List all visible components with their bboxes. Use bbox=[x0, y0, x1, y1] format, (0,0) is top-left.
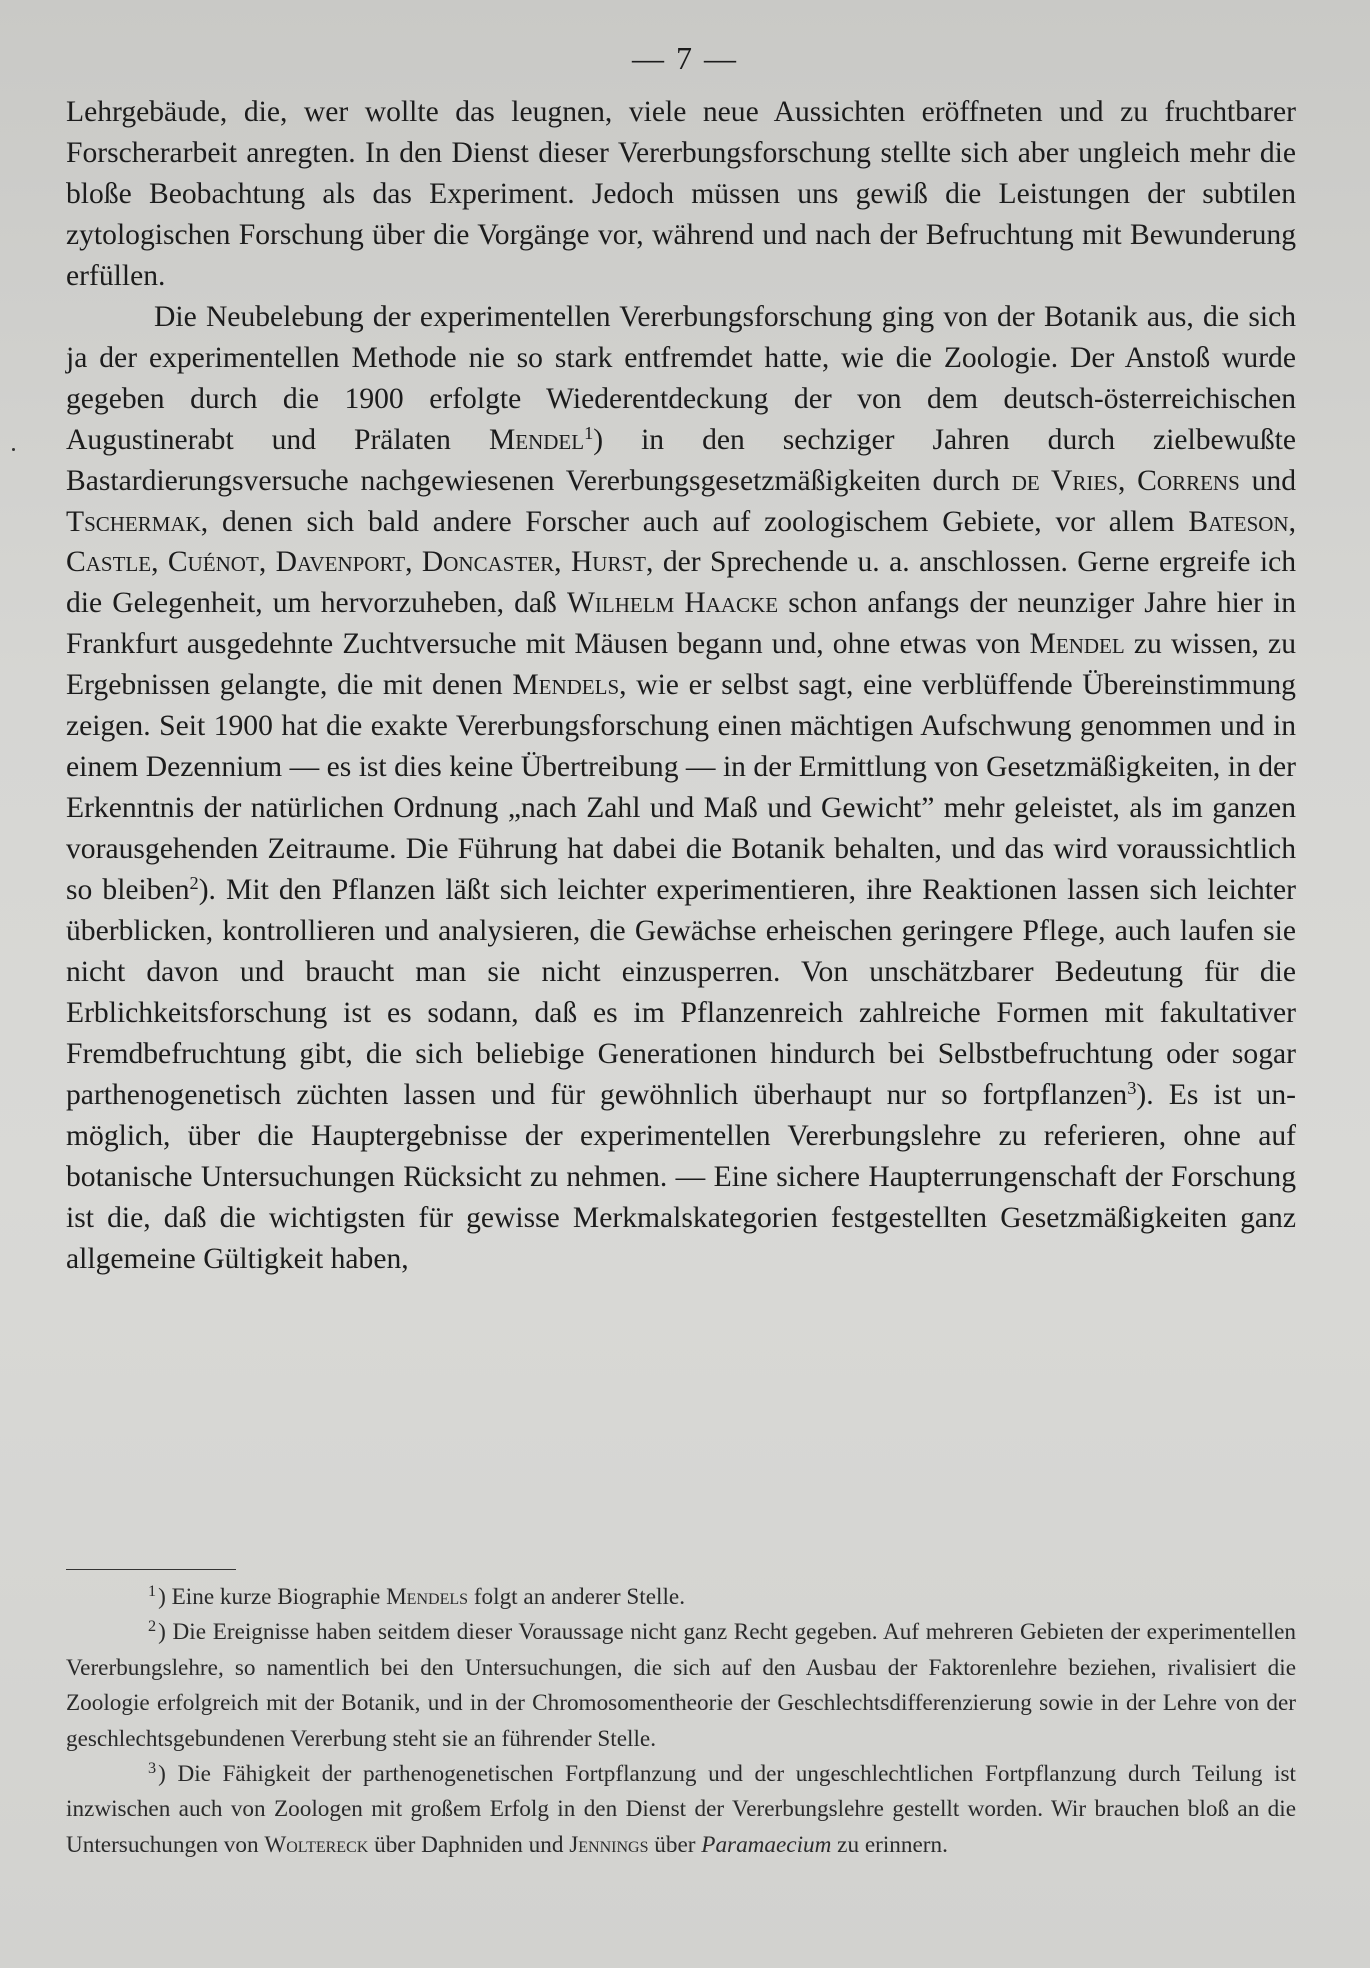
author-name-mendels: Mendels bbox=[512, 669, 620, 702]
footnote-ref-2: 2 bbox=[189, 873, 199, 894]
author-name-de-vries: de Vries bbox=[1011, 464, 1118, 497]
text-run: , bbox=[1288, 505, 1296, 538]
text-run: , denen sich bald andere Forscher auch auf zoologischem Gebiete, vor allem bbox=[200, 505, 1189, 538]
footnotes bbox=[66, 1580, 1296, 1863]
footnote-2 bbox=[66, 1615, 1296, 1757]
author-name-tschermak: Tschermak bbox=[66, 505, 201, 538]
text-run: folgt an anderer Stelle. bbox=[468, 1584, 685, 1610]
text-run: ) Die Ereignisse haben seitdem dieser Voraussage nicht ganz Recht gegeben. Auf mehreren Gebieten der experimentellen Vererbungslehre, so namentlich bei den Untersuchungen, die sich auf den Ausbau der Faktorenlehre beziehen, rivalisiert die Zoologie erfolgreich mit der Botanik, und in der Chromosomentheorie der Geschlechtsdifferenzierung sowie in der Lehre von der geschlechtsgebundenen Vererbung steht sie an führender Stelle. bbox=[66, 1619, 1296, 1752]
text-run: , bbox=[405, 546, 422, 579]
text-run: , bbox=[258, 546, 276, 579]
text-run: ) in den sechziger Jahren durch zielbewußte Bastardierungsversuche nachgewiesenen Vererbungsgesetzmäßigkeiten durch bbox=[66, 423, 1296, 497]
margin-speck bbox=[12, 448, 15, 451]
author-name-woltereck: Woltereck bbox=[264, 1831, 369, 1858]
text-run: über bbox=[648, 1831, 702, 1858]
text-run: zu wissen, zu Ergebnissen gelangte, die mit denen bbox=[66, 628, 1296, 702]
footnote-1 bbox=[66, 1580, 1296, 1615]
author-name-correns: Correns bbox=[1137, 464, 1240, 497]
genus-name-paramaecium: Paramaecium bbox=[701, 1831, 832, 1858]
footnote-mark: 1 bbox=[148, 1581, 157, 1600]
text-run: , der Sprechende u. a. anschlossen. Gerne ergreife ich die Gelegenheit, um hervorzuheben, daß bbox=[66, 546, 1297, 620]
author-name-mendels: Mendels bbox=[386, 1584, 469, 1610]
author-name-hurst: Hurst bbox=[570, 546, 646, 579]
page-number: — 7 — bbox=[632, 40, 738, 76]
author-name-castle: Castle bbox=[66, 546, 152, 579]
text-run: ) Die Fähigkeit der parthenogenetischen Fortpflanzung und der ungeschlechtlichen Fortpflanzung durch Teilung ist inzwischen auch von Zoologen mit großem Erfolg in den Dienst der Vererbungslehre gestellt worden. Wir brauchen bloß an die Untersuchungen von bbox=[66, 1761, 1296, 1858]
text-run: , wie er selbst sagt, eine verblüffende Übereinstimmung zeigen. Seit 1900 hat die exakte Vererbungsforschung einen mächtigen Aufschwung genommen und in einem Dezennium — es ist dies keine Übertreibung — in der Ermittlung von Gesetzmäßigkeiten, in der Erkenntnis der natürlichen Ordnung „nach Zahl und Maß und Gewicht” mehr geleistet, als im ganzen vorausgehenden Zeitraume. Die Führung hat dabei die Botanik behalten, und das wird voraussichtlich so bleiben bbox=[66, 669, 1296, 907]
text-run: ). Mit den Pflanzen läßt sich leichter experimentieren, ihre Reaktionen lassen sich leichter überblicken, kontrollieren und analysieren, die Gewächse erheischen geringere Pflege, auch laufen sie nicht davon und braucht man sie nicht einzusperren. Von unschätzbarer Bedeutung für die Erblichkeitsforschung ist es sodann, daß es im Pflanzenreich zahlreiche Formen mit fakultativer Fremdbefruchtung gibt, die sich beliebige Generationen hindurch bei Selbstbefruchtung oder sogar parthenogenetisch züchten lassen und für gewöhnlich überhaupt nur so fortpflanzen bbox=[66, 874, 1296, 1111]
author-name-doncaster: Doncaster bbox=[421, 546, 555, 579]
author-name-cuenot: Cuénot bbox=[167, 546, 259, 579]
text-run: schon anfangs der neunziger Jahre hier in Frankfurt ausgedehnte Zuchtversuche mit Mäusen begann und, ohne etwas von bbox=[66, 587, 1296, 661]
author-name-jennings: Jennings bbox=[569, 1831, 649, 1858]
text-run: Die Neubelebung der experimentellen Vererbungsforschung ging von der Botanik aus, die sich ja der experimentellen Methode nie so stark entfremdet hatte, wie die Zoologie. Der Anstoß wurde gegeben durch die 1900 erfolgte Wiederentdeckung der von dem deutsch-österreichischen Augustinerabt und Prälaten bbox=[66, 300, 1296, 456]
footnote-ref-1: 1 bbox=[584, 422, 594, 443]
text-run: ). Es ist unmöglich, über die Hauptergebnisse der experimentellen Vererbungslehre zu referieren, ohne auf botanische Untersuchungen Rücksicht zu nehmen. — Eine sichere Haupterrungenschaft der Forschung ist die, daß die wichtigsten für gewisse Merkmalskategorien festgestellten Gesetzmäßigkeiten ganz allgemeine Gültigkeit haben, bbox=[66, 1078, 1296, 1275]
author-name-davenport: Davenport bbox=[275, 546, 406, 579]
text-run: zu erinnern. bbox=[831, 1831, 948, 1858]
author-name-mendel: Mendel bbox=[488, 423, 585, 456]
paragraph-1: Lehrgebäude, die, wer wollte das leugnen, viele neue Aussichten eröffneten und zu fruchtbarer Forscherarbeit anregten. In den Dienst dieser Vererbungsforschung stellte sich aber ungleich mehr die bloße Beobachtung als das Experiment. Jedoch müssen uns gewiß die Leistungen der subtilen zytologischen Forschung über die Vorgänge vor, während und nach der Befruchtung mit Bewunderung erfüllen. bbox=[66, 96, 1296, 292]
author-name-haacke: Wilhelm Haacke bbox=[566, 587, 779, 620]
text-run: und bbox=[1239, 464, 1296, 497]
footnote-ref-3: 3 bbox=[1127, 1077, 1137, 1098]
text-run: ) Eine kurze Biographie bbox=[158, 1584, 387, 1610]
main-text bbox=[66, 92, 1296, 1280]
author-name-bateson: Bateson bbox=[1188, 505, 1289, 538]
text-run: , bbox=[554, 546, 571, 579]
text-run: , bbox=[1117, 464, 1138, 497]
footnote-mark: 2 bbox=[148, 1617, 157, 1636]
footnote-divider bbox=[66, 1569, 236, 1570]
text-run: , bbox=[151, 546, 168, 579]
author-name-mendel: Mendel bbox=[1029, 628, 1125, 661]
text-run: über Daphniden und bbox=[368, 1831, 570, 1858]
paragraph-2 bbox=[66, 297, 1296, 1280]
footnote-mark: 3 bbox=[148, 1758, 157, 1777]
footnote-3 bbox=[66, 1757, 1296, 1863]
